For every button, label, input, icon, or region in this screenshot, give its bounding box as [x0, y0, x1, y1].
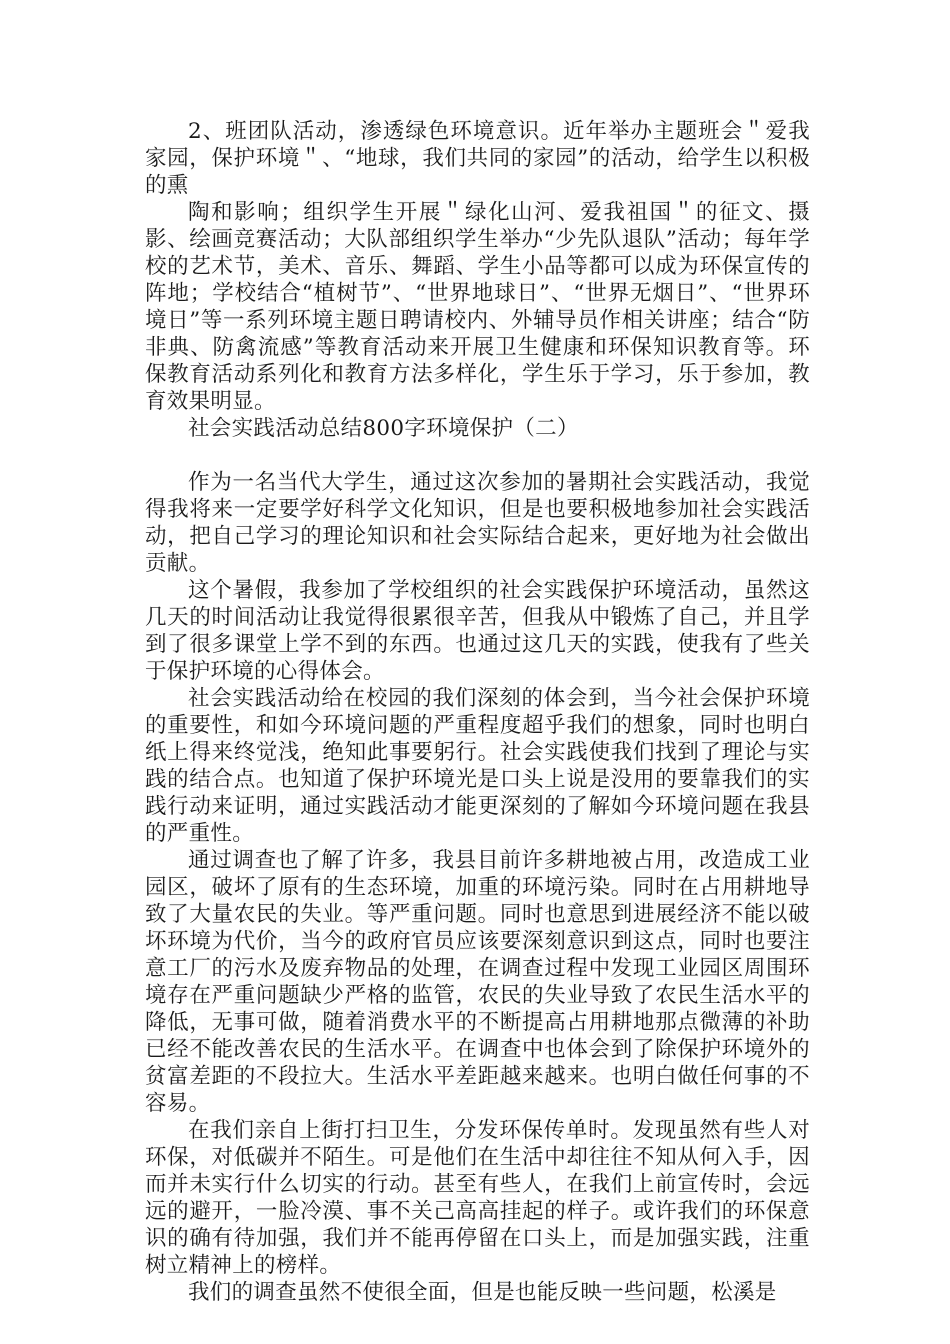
paragraph-survey: 我们的调查虽然不使很全面，但是也能反映一些问题，松溪是: [188, 1280, 777, 1305]
paragraph-class-activities: 2、班团队活动，渗透绿色环境意识。近年举办主题班会＂爱我家园，保护环境＂、“地球，我们共同的家园”的活动，给学生以积极的熏: [145, 119, 810, 198]
paragraph-street-cleaning: 在我们亲自上街打扫卫生，分发环保传单时。发现虽然有些人对环保，对低碳并不陌生。可是他们在生活中却往往不知从何入手，因而并未实行什么切实的行动。甚至有些人，在我们上前宣传时，会远远的避开，一脸冷漠、事不关己高高挂起的样子。或许我们的环保意识的确有待加强，我们并不能再停留在口头上，而是加强实践，注重树立精神上的榜样。: [145, 1118, 810, 1278]
document-page: [145, 118, 810, 1306]
blank-line: [145, 442, 810, 469]
paragraph-importance: 社会实践活动给在校园的我们深刻的体会到，当今社会保护环境的重要性，和如今环境问题的严重程度超乎我们的想象，同时也明白纸上得来终觉浅，绝知此事要躬行。社会实践使我们找到了理论与实践的结合点。也知道了保护环境光是口头上说是没用的要靠我们的实践行动来证明，通过实践活动才能更深刻的了解如今环境问题在我县的严重性。: [145, 686, 810, 846]
paragraph-summer: 这个暑假，我参加了学校组织的社会实践保护环境活动，虽然这几天的时间活动让我觉得很累很辛苦，但我从中锻炼了自己，并且学到了很多课堂上学不到的东西。也通过这几天的实践，使我有了些关于保护环境的心得体会。: [145, 578, 810, 684]
paragraph-influence: 陶和影响；组织学生开展＂绿化山河、爱我祖国＂的征文、摄影、绘画竞赛活动；大队部组织学生举办“少先队退队”活动；每年学校的艺术节，美术、音乐、舞蹈、学生小品等都可以成为环保宣传的阵地；学校结合“植树节”、“世界地球日”、“世界无烟日”、“世界环境日”等一系列环境主题日聘请校内、外辅导员作相关讲座；结合“防非典、防禽流感”等教育活动来开展卫生健康和环保知识教育等。环保教育活动系列化和教育方法多样化，学生乐于学习，乐于参加，教育效果明显。: [145, 200, 810, 414]
section-title: 社会实践活动总结800字环境保护（二）: [188, 416, 579, 441]
paragraph-investigation: 通过调查也了解了许多，我县目前许多耕地被占用，改造成工业园区，破坏了原有的生态环境，加重的环境污染。同时在占用耕地导致了大量农民的失业。等严重问题。同时也意思到进展经济不能以破坏环境为代价，当今的政府官员应该要深刻意识到这点，同时也要注意工厂的污水及废弃物品的处理，在调查过程中发现工业园区周围环境存在严重问题缺少严格的监管，农民的失业导致了农民生活水平的降低，无事可做，随着消费水平的不断提高占用耕地那点微薄的补助已经不能改善农民的生活水平。在调查中也体会到了除保护环境外的贫富差距的不段拉大。生活水平差距越来越来。也明白做任何事的不容易。: [145, 848, 810, 1116]
paragraph-intro: 作为一名当代大学生，通过这次参加的暑期社会实践活动，我觉得我将来一定要学好科学文化知识，但是也要积极地参加社会实践活动，把自己学习的理论知识和社会实际结合起来，更好地为社会做出贡献。: [145, 470, 810, 576]
